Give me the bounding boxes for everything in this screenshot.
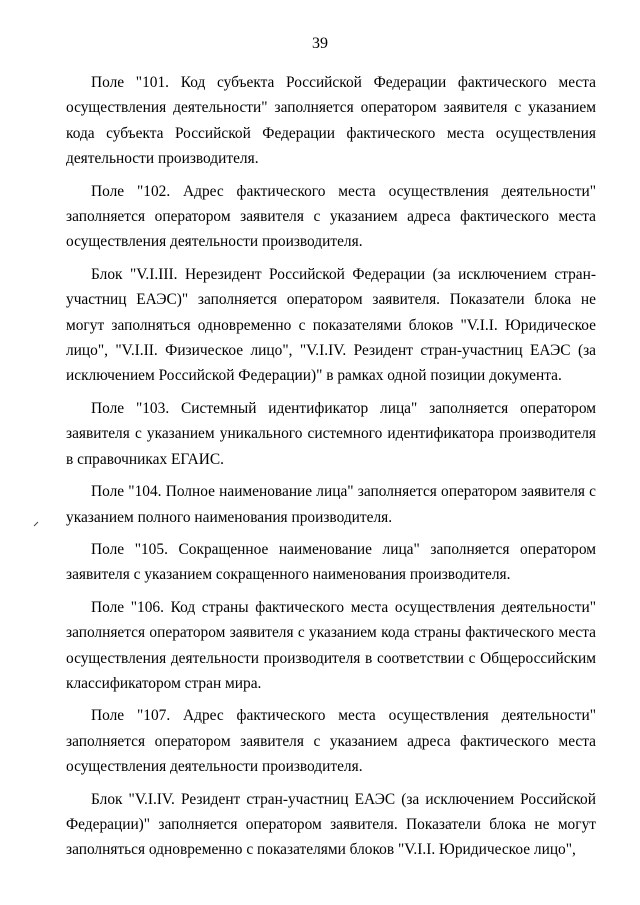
paragraph-field-107: Поле "107. Адрес фактического места осуществления деятельности" заполняется оператором заявителя с указанием адреса фактического места осуществления деятельности производителя. (66, 707, 596, 776)
pen-mark (33, 521, 39, 527)
paragraph-field-105: Поле "105. Сокращенное наименование лица" заполняется оператором заявителя с указанием сокращенного наименования производителя. (66, 540, 596, 584)
paragraph-field-102: Поле "102. Адрес фактического места осуществления деятельности" заполняется оператором заявителя с указанием адреса фактического места осуществления деятельности производителя. (66, 182, 596, 251)
paragraph-field-103: Поле "103. Системный идентификатор лица" заполняется оператором заявителя с указанием уникального системного идентификатора производителя в справочниках ЕГАИС. (66, 399, 596, 468)
paragraph-block-v-i-iii: Блок "V.I.III. Нерезидент Российской Федерации (за исключением стран-участниц ЕАЭС)" заполняется оператором заявителя. Показатели блока не могут заполняться одновременно с показателями блоков "V.I.I. Юридическое лицо", "V.I.II. Физическое лицо", "V.I.IV. Резидент стран-участниц ЕАЭС (за исключением Российской Федерации)" в рамках одной позиции документа. (66, 265, 596, 385)
page-number: 39 (312, 35, 328, 52)
paragraph-block-v-i-iv: Блок "V.I.IV. Резидент стран-участниц ЕАЭС (за исключением Российской Федерации)" заполняется оператором заявителя. Показатели блока не могут заполняться одновременно с показателями блоков "V.I.I. Юридическое лицо", (66, 790, 596, 859)
paragraph-field-101: Поле "101. Код субъекта Российской Федерации фактического места осуществления деятельности" заполняется оператором заявителя с указанием кода субъекта Российской Федерации фактического места осуществления деятельности производителя. (66, 74, 596, 168)
document-body (66, 70, 596, 863)
paragraph-field-106: Поле "106. Код страны фактического места осуществления деятельности" заполняется оператором заявителя с указанием кода страны фактического места осуществления деятельности производителя в соответствии с Общероссийским классификатором стран мира. (66, 598, 596, 692)
paragraph-field-104: Поле "104. Полное наименование лица" заполняется оператором заявителя с указанием полного наименования производителя. (66, 483, 596, 526)
